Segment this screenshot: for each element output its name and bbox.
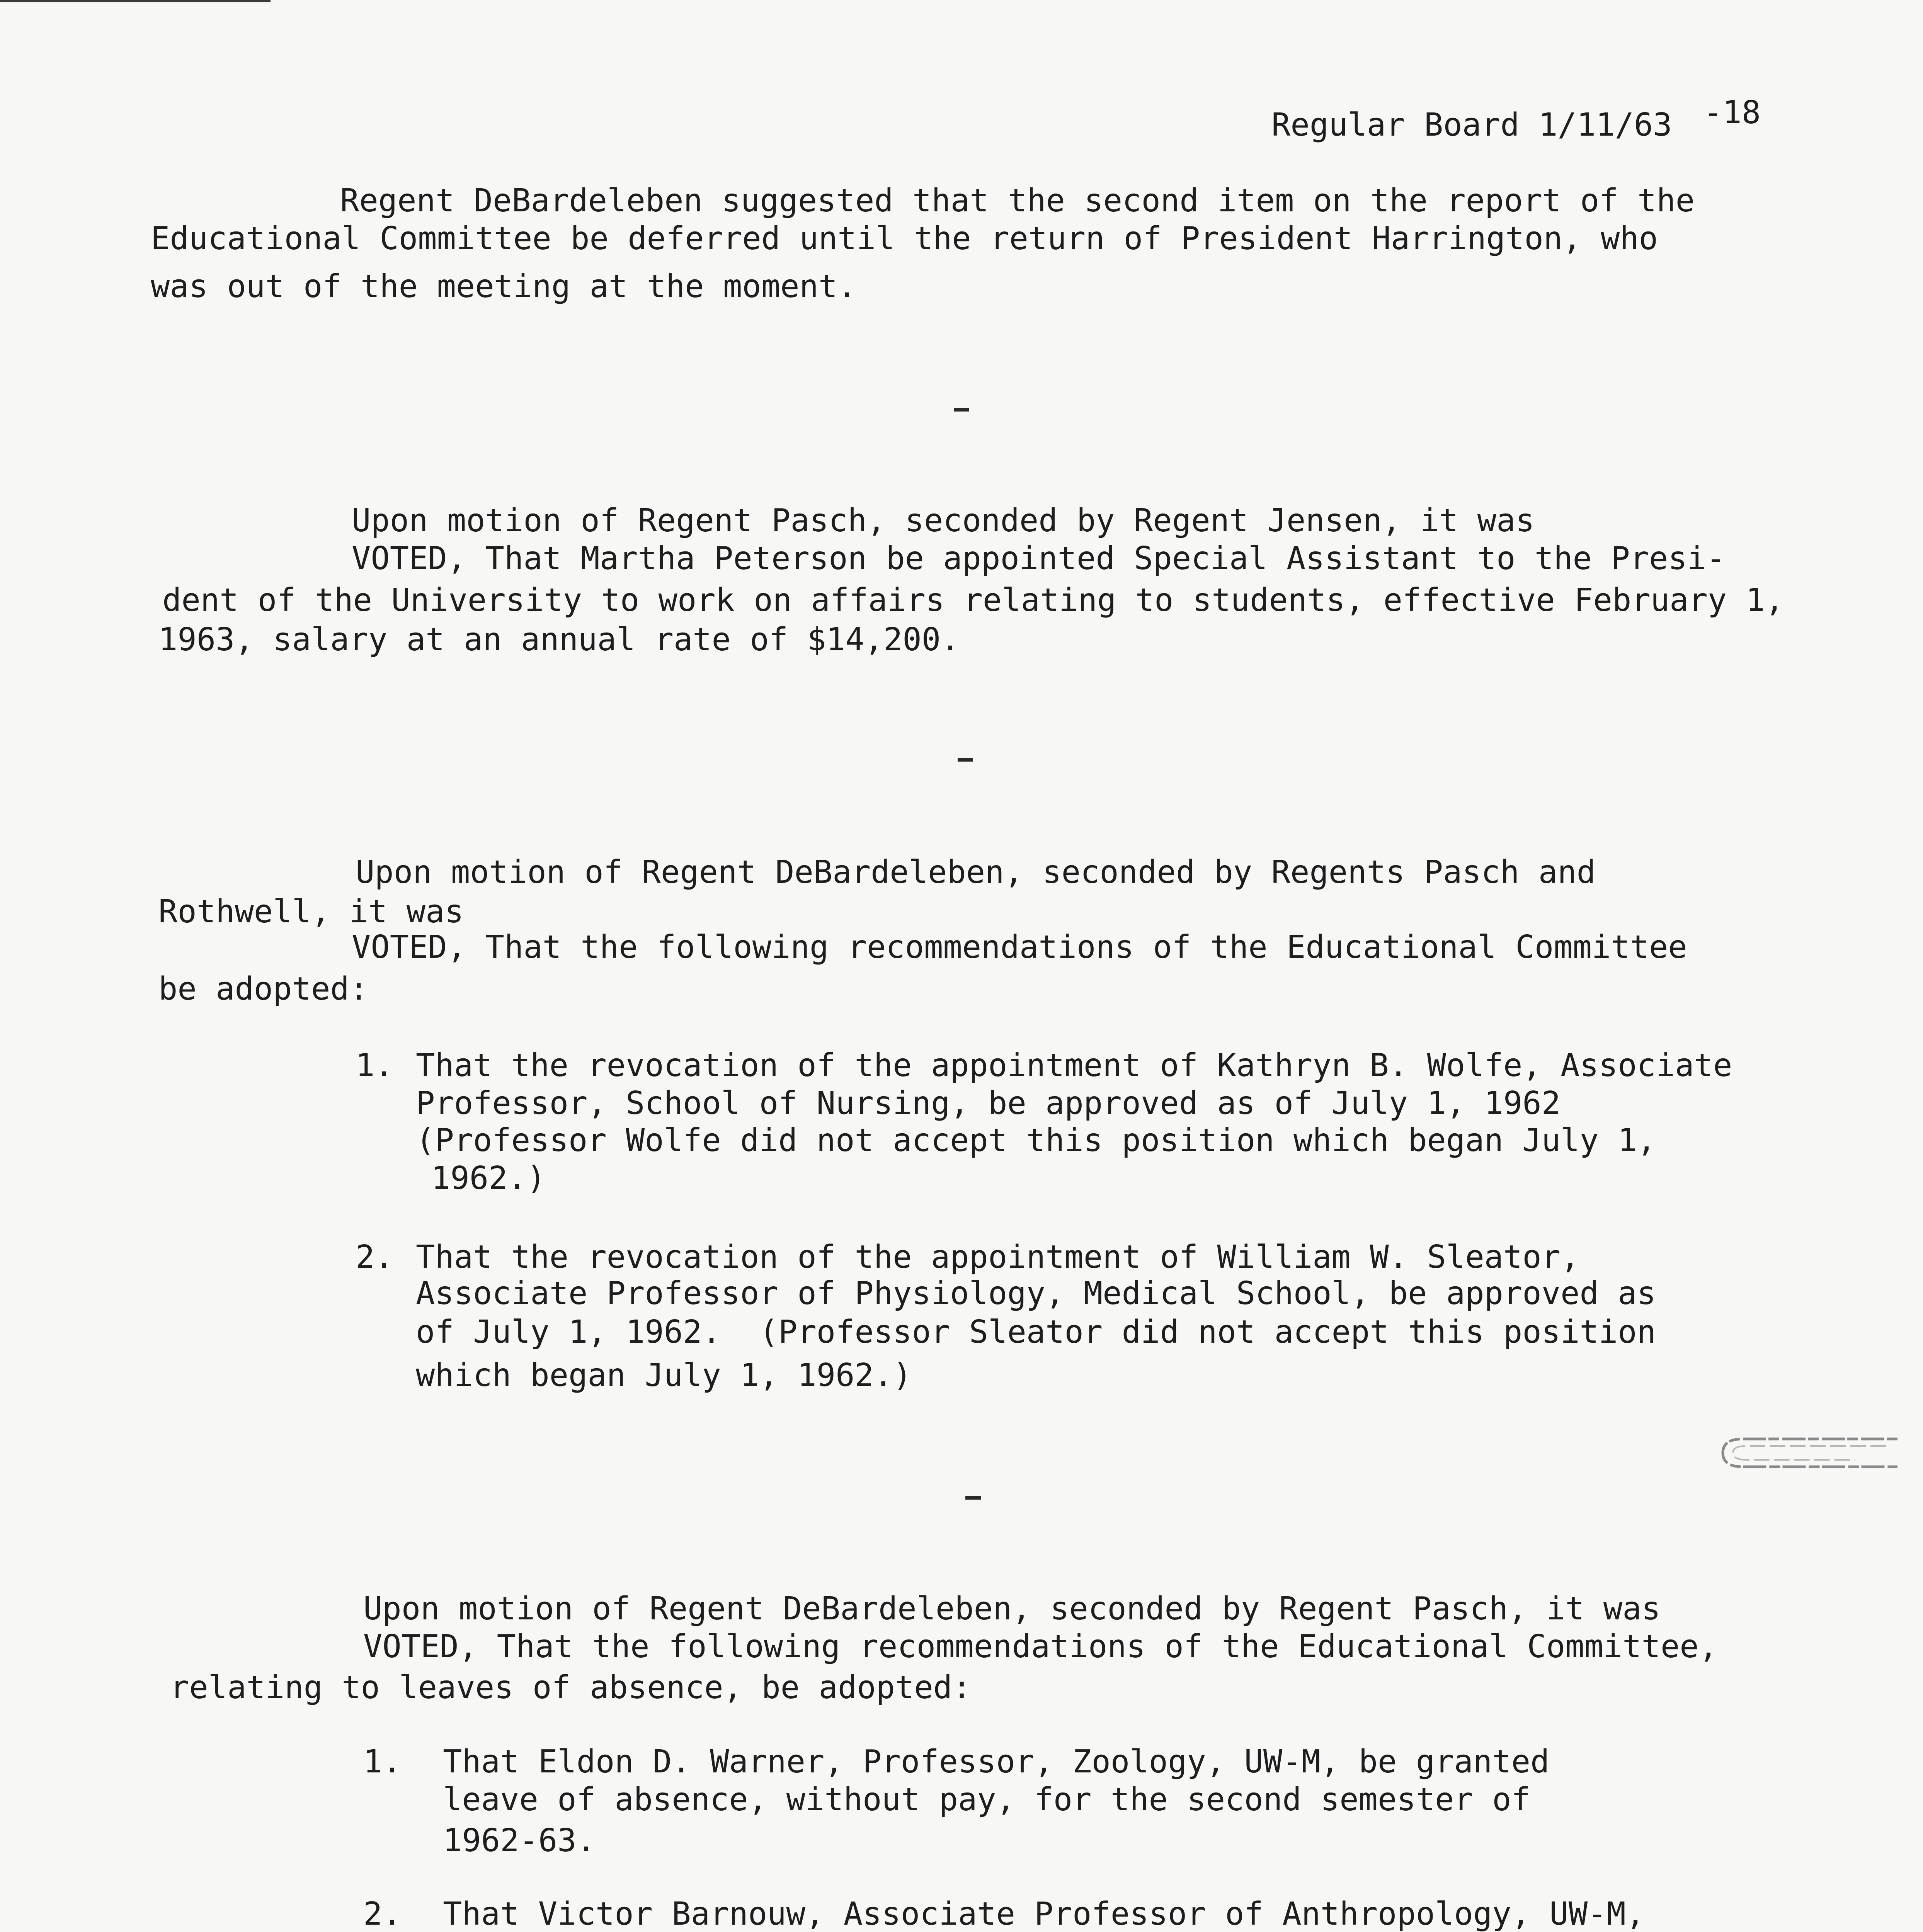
list-item-line: 1962.) <box>431 1160 546 1197</box>
para2-line-4: 1963, salary at an annual rate of $14,200. <box>158 621 960 658</box>
para3-line-3: VOTED, That the following recommendations of the Educational Committee <box>352 929 1687 966</box>
list-item-number: 2. <box>363 1896 402 1932</box>
running-head: Regular Board 1/11/63 <box>1271 107 1672 143</box>
para2-line-3: dent of the University to work on affairs relating to students, effective February 1, <box>162 582 1784 619</box>
paper-clip-mark <box>1716 1430 1901 1476</box>
para4-line-3: relating to leaves of absence, be adopted: <box>170 1669 972 1706</box>
para3-line-1: Upon motion of Regent DeBardeleben, seconded by Regents Pasch and <box>356 854 1596 891</box>
list-item-number: 1. <box>356 1047 394 1084</box>
list-item-line: That the revocation of the appointment of William W. Sleator, <box>416 1239 1580 1276</box>
list-item-line: (Professor Wolfe did not accept this position which began July 1, <box>416 1122 1656 1159</box>
para1-line-2: Educational Committee be deferred until the return of President Harrington, who <box>151 220 1658 257</box>
section-separator-dash <box>958 758 973 762</box>
para3-line-2: Rothwell, it was <box>158 893 464 930</box>
page-suffix: -18 <box>1703 94 1761 131</box>
para4-line-2: VOTED, That the following recommendations of the Educational Committee, <box>363 1628 1718 1665</box>
list-item-line: That the revocation of the appointment of Kathryn B. Wolfe, Associate <box>416 1047 1732 1084</box>
section-separator-dash <box>954 408 969 412</box>
list-item-line: leave of absence, without pay, for the second semester of <box>443 1781 1530 1818</box>
list-item-line: 1962-63. <box>443 1822 596 1859</box>
list-item-line: That Eldon D. Warner, Professor, Zoology, UW-M, be granted <box>443 1743 1550 1780</box>
list-item-line: of July 1, 1962. (Professor Sleator did not accept this position <box>416 1314 1656 1350</box>
para2-line-1: Upon motion of Regent Pasch, seconded by Regent Jensen, it was <box>352 502 1535 539</box>
para1-line-3: was out of the meeting at the moment. <box>151 268 857 305</box>
list-item-number: 1. <box>363 1743 402 1780</box>
list-item-number: 2. <box>356 1239 394 1276</box>
para3-line-4: be adopted: <box>158 971 369 1007</box>
list-item-line: Professor, School of Nursing, be approved as of July 1, 1962 <box>416 1085 1561 1122</box>
para2-line-2: VOTED, That Martha Peterson be appointed Special Assistant to the Presi- <box>352 540 1726 577</box>
para4-line-1: Upon motion of Regent DeBardeleben, seconded by Regent Pasch, it was <box>363 1590 1661 1627</box>
top-left-rule <box>0 0 271 2</box>
list-item-line: That Victor Barnouw, Associate Professor of Anthropology, UW-M, <box>443 1896 1645 1932</box>
section-separator-dash <box>965 1496 981 1500</box>
list-item-line: Associate Professor of Physiology, Medical School, be approved as <box>416 1275 1656 1312</box>
list-item-line: which began July 1, 1962.) <box>416 1357 912 1394</box>
para1-line-1: Regent DeBardeleben suggested that the second item on the report of the <box>340 182 1695 219</box>
